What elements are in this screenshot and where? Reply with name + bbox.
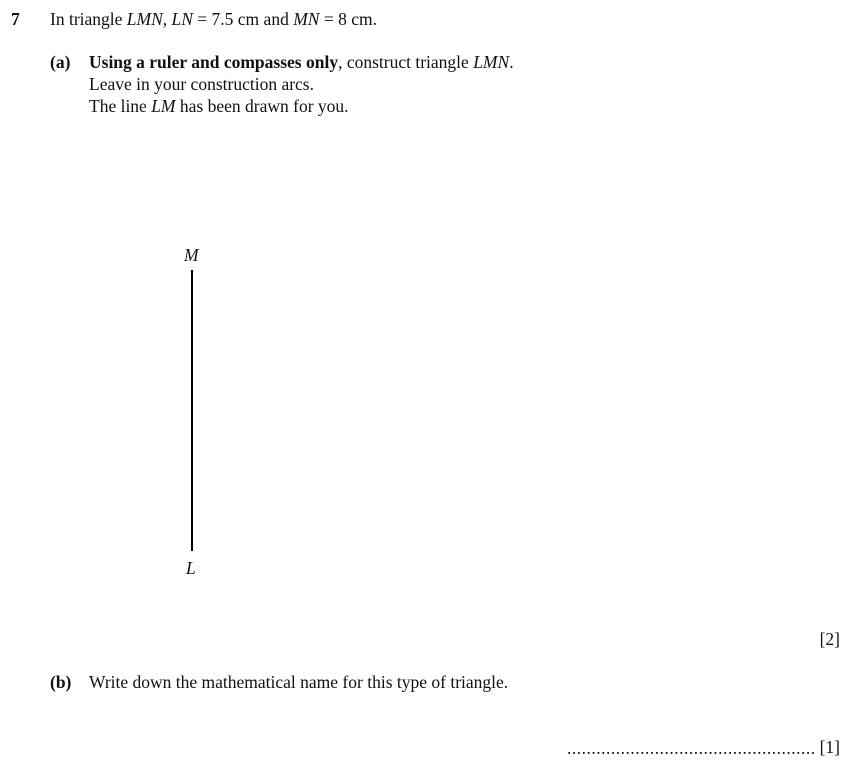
part-a-line3-segment: LM: [151, 96, 176, 116]
part-a-label: (a): [50, 52, 71, 72]
part-b-marks: [1]: [819, 737, 840, 757]
stem-mn-label: MN: [293, 9, 320, 29]
line-segment-lm: [191, 270, 193, 551]
question-stem: [50, 9, 377, 30]
part-b-answer-line[interactable]: ...................................................: [567, 738, 816, 758]
stem-ln-label: LN: [171, 9, 193, 29]
part-a-bold-instruction: Using a ruler and compasses only: [89, 52, 339, 72]
part-a-instruction-line3: [89, 96, 349, 117]
part-b-label: (b): [50, 672, 72, 692]
stem-intro: In triangle: [50, 9, 127, 29]
part-b-question-text: Write down the mathematical name for this type of triangle.: [89, 672, 509, 692]
point-m-label: M: [184, 245, 199, 265]
part-a-line1-end: .: [509, 52, 514, 72]
part-a-instruction-line2: Leave in your construction arcs.: [89, 74, 314, 94]
stem-ln-value: = 7.5 cm and: [192, 9, 294, 29]
part-a-line3-end: has been drawn for you.: [175, 96, 349, 116]
part-a-marks: [2]: [819, 629, 840, 649]
stem-separator: ,: [162, 9, 172, 29]
stem-triangle-name: LMN: [126, 9, 163, 29]
part-a-instruction-line1: [89, 52, 514, 73]
point-l-label: L: [186, 558, 196, 578]
part-a-line1-rest: , construct triangle: [338, 52, 474, 72]
question-number: 7: [11, 9, 20, 29]
stem-mn-value: = 8 cm.: [319, 9, 377, 29]
part-a-line3-start: The line: [89, 96, 152, 116]
part-a-triangle-name: LMN: [473, 52, 510, 72]
